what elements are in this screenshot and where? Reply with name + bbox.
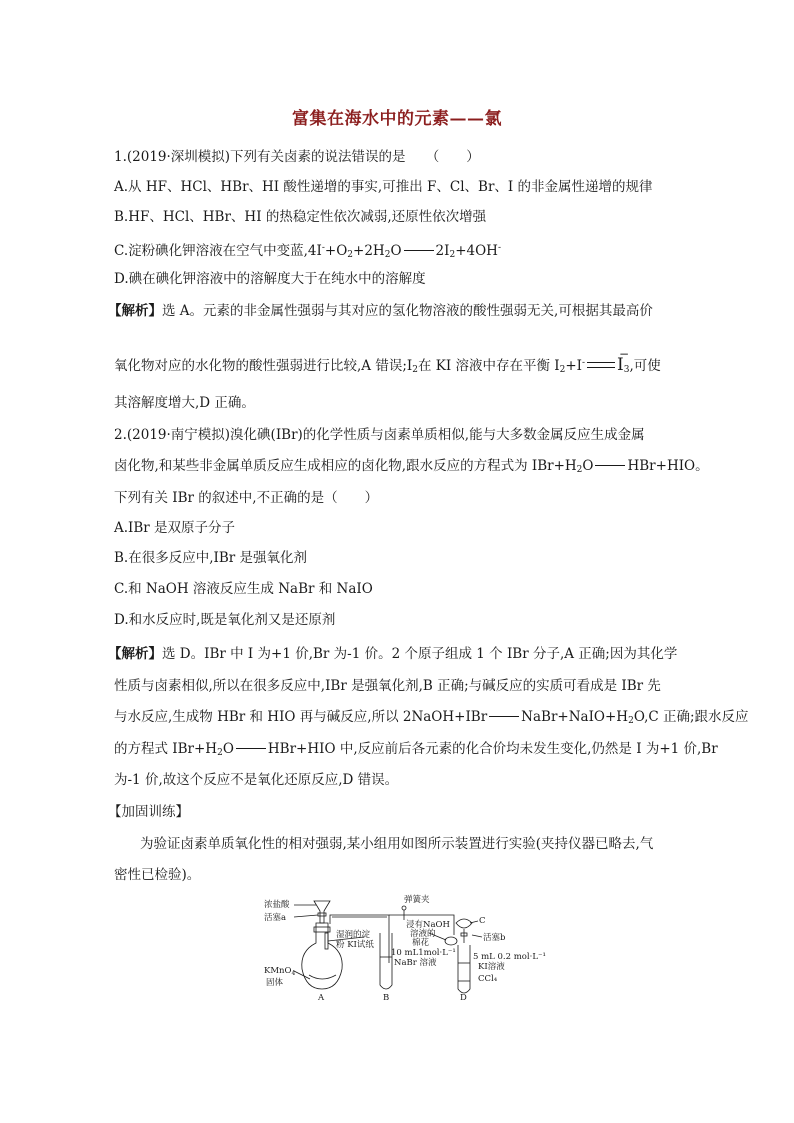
test-tube-b xyxy=(380,933,392,989)
page-title: 富集在海水中的元素——氯 xyxy=(292,109,502,129)
q2-option-c: C.和 NaOH 溶液反应生成 NaBr 和 NaIO xyxy=(114,581,373,597)
label-ki-2: KI溶液 xyxy=(478,962,505,972)
label-b: B xyxy=(383,993,390,1003)
ki-test-paper xyxy=(325,933,328,949)
naoh-cotton xyxy=(445,937,457,945)
test-tube-d xyxy=(458,945,470,993)
label-paper-2: 粉 KI试纸 xyxy=(336,940,374,950)
practice-text-line-2: 密性已检验)。 xyxy=(114,867,201,883)
q1-analysis-line-3: 其溶解度增大,D 正确。 xyxy=(114,395,255,411)
q2-analysis-line-5: 为-1 价,故这个反应不是氧化还原反应,D 错误。 xyxy=(114,772,399,788)
label-valve-a: 活塞a xyxy=(264,913,287,923)
q2-analysis-line-3: 与水反应,生成物 HBr 和 HIO 再与碱反应,所以 2NaOH+IBr $NaBr+NaIO+H_2O,C$ 正确;跟水反应 xyxy=(114,709,749,726)
analysis-tag: 【解析】 xyxy=(108,646,162,662)
q1-option-c: C.淀粉碘化钾溶液在空气中变蓝$,4I^-+O_2+2H_2O$ $2I_2+4OH^-$ xyxy=(114,243,501,260)
equals-arrow xyxy=(404,250,434,251)
q1-analysis-line-1: 【解析】选 A。元素的非金属性强弱与其对应的氢化物溶液的酸性强弱无关,可根据其最高价 xyxy=(108,303,653,319)
triiodide-ion: $I_3$ − xyxy=(617,347,630,375)
q2-option-b: B.在很多反应中,IBr 是强氧化剂 xyxy=(114,550,308,566)
label-paper-1: 湿润的淀 xyxy=(336,930,371,940)
equals-arrow xyxy=(489,716,519,717)
q2-stem-line-3: 下列有关 IBr 的叙述中,不正确的是（ ） xyxy=(114,490,379,506)
q1-stem: 1.(2019·深圳模拟)下列有关卤素的说法错误的是 （ ） xyxy=(114,149,480,165)
leader-valve-b xyxy=(472,935,482,937)
label-c: C xyxy=(479,916,486,926)
label-spring-clip: 弹簧夹 xyxy=(404,895,430,905)
leader-kmno4 xyxy=(294,971,310,979)
analysis-tag: 【解析】 xyxy=(108,303,162,319)
leader-valve-a xyxy=(294,915,318,917)
label-a: A xyxy=(318,993,325,1003)
q2-option-d: D.和水反应时,既是氧化剂又是还原剂 xyxy=(114,612,336,628)
kmno4-solid xyxy=(309,975,336,979)
equilibrium-arrow xyxy=(587,362,615,368)
label-cotton-2: 溶液的 xyxy=(410,929,436,939)
equals-arrow xyxy=(595,465,625,466)
label-ccl4: CCl₄ xyxy=(478,974,498,984)
q1-option-a: A.从 HF、HCl、HBr、HI 酸性递增的事实,可推出 F、Cl、Br、I 的非金属性递增的规律 xyxy=(114,179,653,195)
q2-analysis-line-1: 【解析】选 D。IBr 中 I 为+1 价,Br 为-1 价。2 个原子组成 1 个 IBr 分子,A 正确;因为其化学 xyxy=(108,646,678,662)
q1-option-d: D.碘在碘化钾溶液中的溶解度大于在纯水中的溶解度 xyxy=(114,271,426,287)
label-nabr-2: NaBr 溶液 xyxy=(394,958,437,968)
label-cotton-3: 棉花 xyxy=(412,938,430,948)
spring-clip-knob xyxy=(402,906,406,910)
label-valve-b: 活塞b xyxy=(483,933,506,943)
practice-tag: 【加固训练】 xyxy=(108,804,189,820)
apparatus-diagram xyxy=(264,893,546,1003)
label-nabr-1: 10 mL1mol·L⁻¹ xyxy=(391,948,456,958)
practice-text-line-1: 为验证卤素单质氧化性的相对强弱,某小组用如图所示装置进行实验(夹持仪器已略去,气 xyxy=(140,836,654,852)
q1-analysis-line-2: 氧化物对应的水化物的酸性强弱进行比较,A 错误$;I_2$在 KI 溶液中存在平衡 $I_2+I^-$ $I_3$ − ,可使 xyxy=(114,347,661,375)
label-hcl: 浓盐酸 xyxy=(264,900,290,910)
equals-arrow xyxy=(236,748,266,749)
q2-stem-line-2: 卤化物,和某些非金属单质反应生成相应的卤化物,跟水反应的方程式为 $IBr+H_2O$ HBr+HIO。 xyxy=(114,458,709,475)
label-kmno4-solid: 固体 xyxy=(266,978,284,988)
label-ki-1: 5 mL 0.2 mol·L⁻¹ xyxy=(473,952,546,962)
label-kmno4: KMnO$_4$ xyxy=(264,966,296,977)
q2-analysis-line-2: 性质与卤素相似,所以在很多反应中,IBr 是强氧化剂,B 正确;与碱反应的实质可看成是 IBr 先 xyxy=(114,678,661,694)
q2-option-a: A.IBr 是双原子分子 xyxy=(114,520,236,536)
separatory-funnel xyxy=(314,901,330,923)
q2-stem-line-1: 2.(2019·南宁模拟)溴化碘(IBr)的化学性质与卤素单质相似,能与大多数金属反应生成金属 xyxy=(114,427,645,443)
valve-a xyxy=(318,913,326,916)
q2-analysis-line-4: 的方程式 $IBr+H_2O$ HBr+HIO 中,反应前后各元素的化合价均未发生变化,仍然是 I 为+1 价,Br xyxy=(114,741,718,758)
funnel-c xyxy=(456,919,472,928)
q1-option-b: B.HF、HCl、HBr、HI 的热稳定性依次减弱,还原性依次增强 xyxy=(114,209,487,225)
label-d: D xyxy=(460,993,467,1003)
label-cotton-1: 浸有NaOH xyxy=(406,920,450,930)
